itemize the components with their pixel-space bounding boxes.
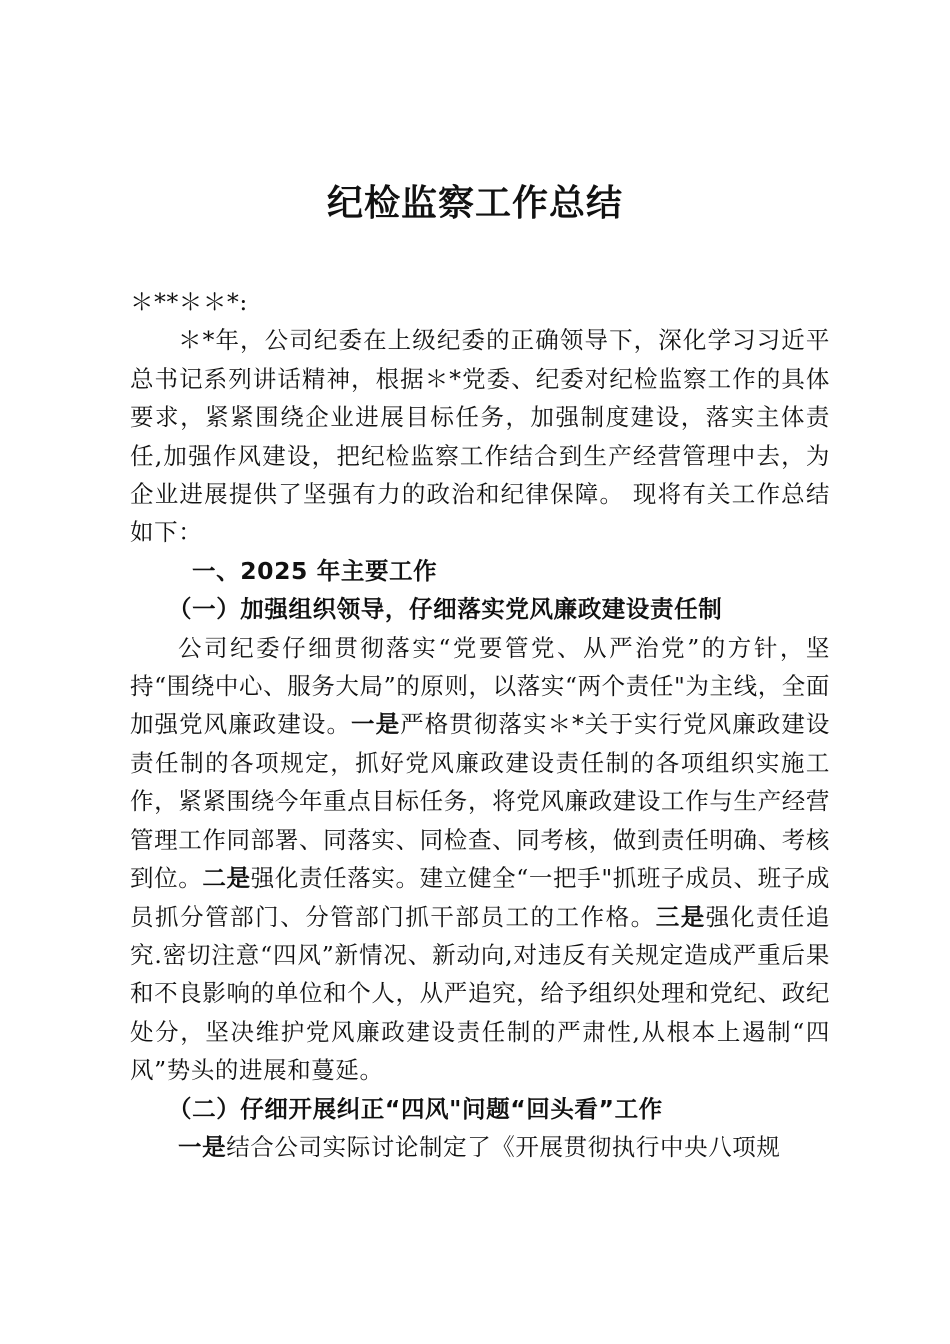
paragraph-text: 公司纪委仔细贯彻落实“党要管党、从严治党”的方针，坚持“围绕中心、服务大局”的原则，以落实“两个责任"为主线，全面加强党风廉政建设。 <box>130 633 830 739</box>
point-lead-1: 一是 <box>178 1132 227 1161</box>
paragraph-text: 强化责任追究.密切注意“四风”新情况、新动向,对违反有关规定造成严重后果和不良影响的单位和个人，从严追究，给予组织处理和党纪、政纪处分，坚决维护党风廉政建设责任制的严肃性,从根本上遏制“四风”势头的进展和蔓延。 <box>130 902 831 1085</box>
subsection-2-paragraph <box>130 1128 830 1166</box>
subsection-1-paragraph <box>130 629 830 1090</box>
salutation: ＊**＊＊*: <box>130 288 248 316</box>
intro-paragraph: ＊*年，公司纪委在上级纪委的正确领导下，深化学习习近平总书记系列讲话精神，根据＊*党委、纪委对纪检监察工作的具体要求，紧紧围绕企业进展目标任务，加强制度建设，落实主体责任,加强作风建设，把纪检监察工作结合到生产经营管理中去，为企业进展提供了坚强有力的政治和纪律保障。 现将有关工作总结如下： <box>130 326 830 547</box>
subsection-heading-2: （二）仔细开展纠正“四风"问题“回头看”工作 <box>168 1094 663 1123</box>
document-title: 纪检监察工作总结 <box>326 182 623 224</box>
subsection-heading-1: （一）加强组织领导，仔细落实党风廉政建设责任制 <box>168 595 723 624</box>
document-body <box>130 283 830 1166</box>
paragraph-text: 强化责任落实。建立健全“一把手"抓班子成员、班子成员抓分管部门、分管部门抓干部员工的工作格。 <box>130 864 830 931</box>
point-lead-1: 一是 <box>351 710 401 739</box>
point-lead-3: 三是 <box>655 902 706 931</box>
section-heading-1: 一、2025 年主要工作 <box>192 556 438 585</box>
paragraph-text: 严格贯彻落实＊*关于实行党风廉政建设责任制的各项规定，抓好党风廉政建设责任制的各项组织实施工作，紧紧围绕今年重点目标任务，将党风廉政建设工作与生产经营管理工作同部署、同落实、同检查、同考核，做到责任明确、考核到位。 <box>130 710 830 893</box>
paragraph-text: 结合公司实际讨论制定了《开展贯彻执行中央八项规 <box>226 1132 781 1161</box>
point-lead-2: 二是 <box>202 864 251 893</box>
